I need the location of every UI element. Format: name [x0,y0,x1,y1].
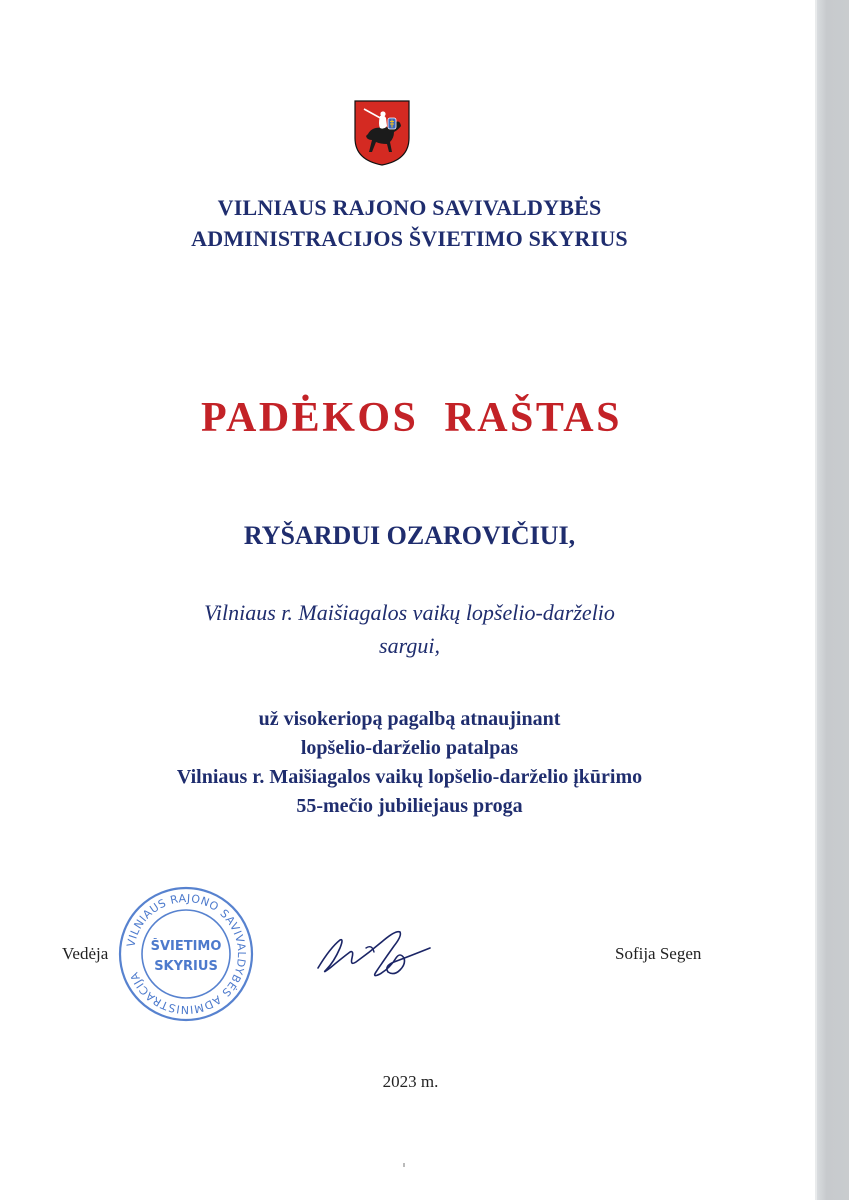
institution-heading [2,192,817,254]
paper-speck [403,1163,405,1167]
handwritten-signature [310,918,440,986]
reason-line-1: už visokeriopą pagalbą atnaujinant [258,708,561,730]
role-line-1: Vilniaus r. Maišiagalos vaikų lopšelio-darželio [204,600,615,625]
recipient-name: RYŠARDUI OZAROVIČIUI, [243,521,576,550]
gratitude-reason [2,705,817,821]
role-line-2: sargui, [379,633,440,658]
reason-line-3: Vilniaus r. Maišiagalos vaikų lopšelio-darželio įkūrimo [176,766,643,788]
document-title: PADĖKOS RAŠTAS [200,395,623,441]
page-edge-shadow [817,0,849,1200]
stamp-center-line-2: SKYRIUS [154,959,218,974]
signatory-title: Vedėja [62,944,109,963]
document-year: 2023 m. [382,1072,439,1091]
official-stamp [116,884,256,1024]
recipient-role [2,596,817,662]
vytis-coat-of-arms-icon [354,100,410,166]
institution-line-1: VILNIAUS RAJONO SAVIVALDYBĖS [217,195,602,220]
stamp-center-line-1: ŠVIETIMO [150,939,222,954]
reason-line-4: 55-mečio jubiliejaus proga [296,795,523,817]
reason-line-2: lopšelio-darželio patalpas [300,737,519,759]
institution-line-2: ADMINISTRACIJOS ŠVIETIMO SKYRIUS [191,226,628,251]
stamp-ring-text: VILNIAUS RAJONO SAVIVALDYBĖS ADMINISTRACIJA [124,891,249,1017]
signatory-name: Sofija Segen [615,944,702,963]
